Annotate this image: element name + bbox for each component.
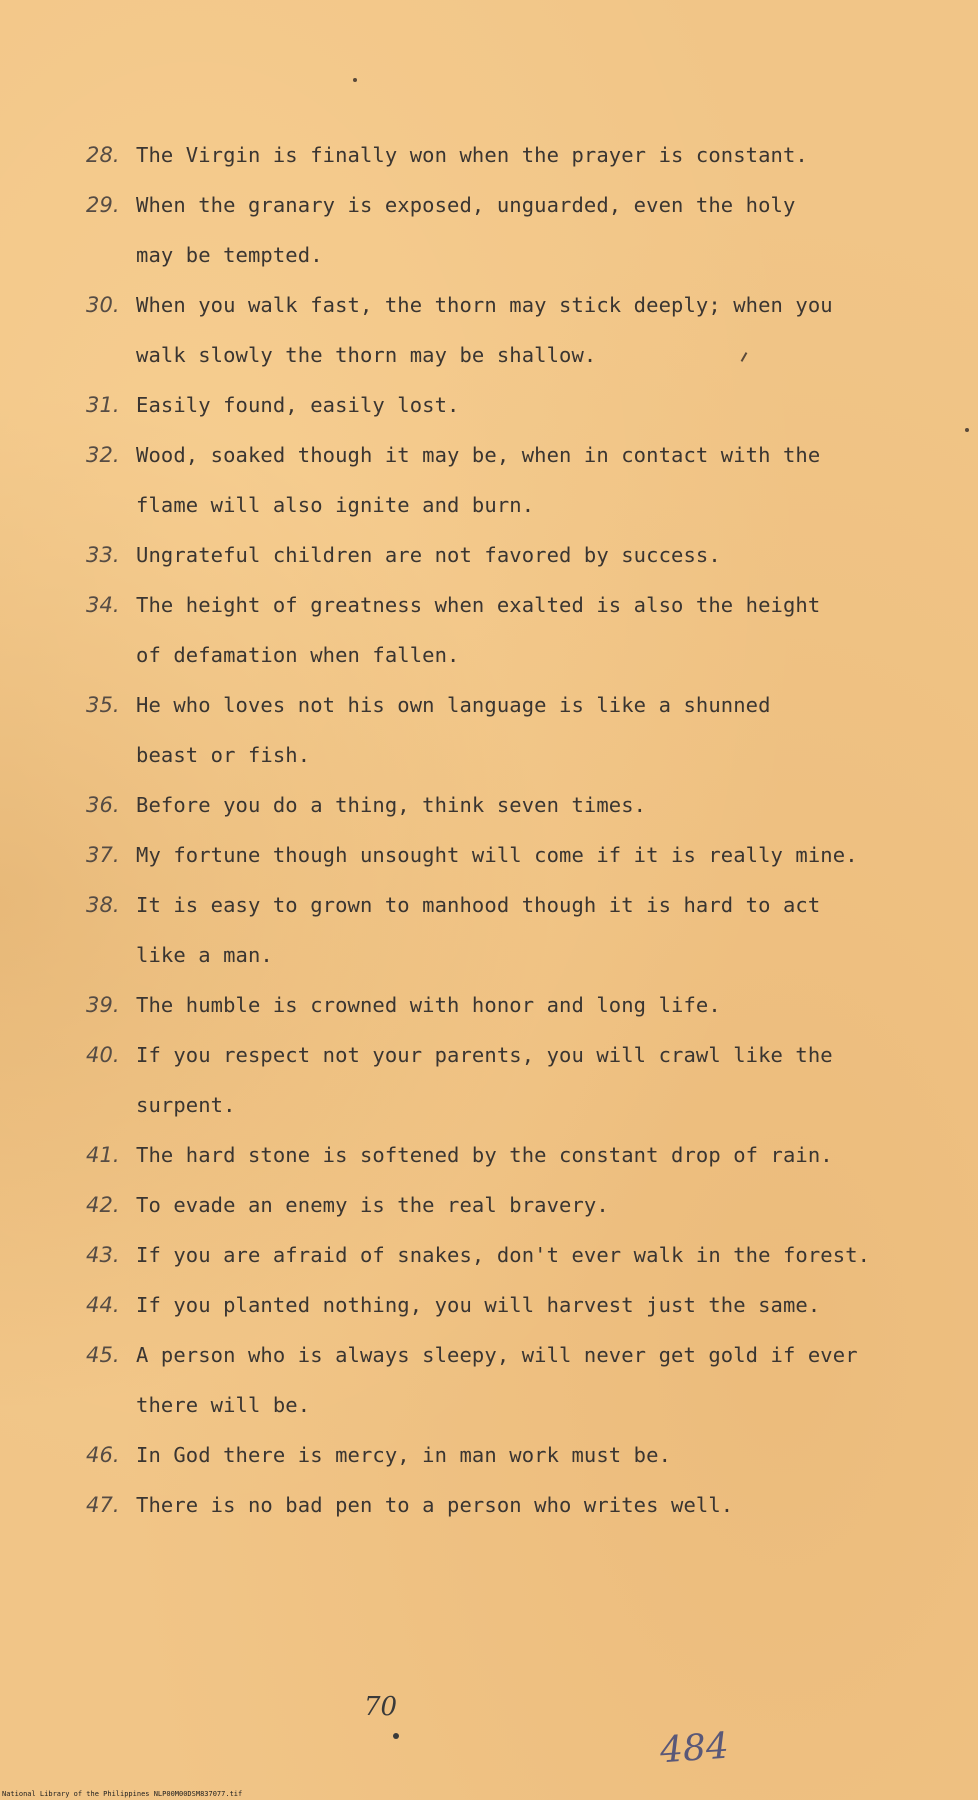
proverb-text [136,780,856,830]
proverb-item [86,280,946,380]
handwritten-page-number: 484 [658,1725,731,1772]
proverb-line: beast or fish. [136,743,311,767]
page-number: 70 [364,1692,398,1722]
proverb-number: 28. [86,143,120,167]
proverb-line: of defamation when fallen. [136,643,460,667]
proverb-number: 45. [86,1343,120,1367]
proverb-item [86,680,946,780]
proverb-line: If you respect not your parents, you will crawl like the [136,1043,833,1067]
proverb-item [86,780,946,830]
proverb-number: 47. [86,1493,120,1517]
proverb-line: The hard stone is softened by the constant drop of rain. [136,1143,833,1167]
proverb-item [86,980,946,1030]
proverb-line: In God there is mercy, in man work must be. [136,1443,672,1467]
proverb-number: 38. [86,893,120,917]
proverb-line: there will be. [136,1393,311,1417]
proverb-item [86,880,946,980]
proverb-number: 33. [86,543,120,567]
proverb-number: 34. [86,593,120,617]
proverb-item [86,1330,946,1430]
proverb-text [136,1130,856,1180]
proverb-text [136,1480,856,1530]
proverb-item [86,530,946,580]
proverb-number: 46. [86,1443,120,1467]
ink-dot [393,1733,399,1739]
proverb-item [86,1480,946,1530]
proverb-number: 40. [86,1043,120,1067]
proverb-text [136,430,856,530]
proverb-line: walk slowly the thorn may be shallow. [136,343,597,367]
proverb-number: 43. [86,1243,120,1267]
proverb-line: When the granary is exposed, unguarded, even the holy [136,193,796,217]
proverb-item [86,130,946,180]
archive-footer: National Library of the Philippines NLP00M00DSM837077.tif [2,1790,243,1798]
ink-speck [353,78,357,82]
proverb-text [136,380,856,430]
proverb-item [86,1180,946,1230]
proverb-number: 44. [86,1293,120,1317]
proverb-text [136,880,856,980]
ink-speck [965,428,969,432]
proverb-text [136,180,856,280]
proverb-text [136,830,856,880]
proverb-item [86,180,946,280]
proverb-line: It is easy to grown to manhood though it is hard to act [136,893,821,917]
proverb-item [86,1230,946,1280]
proverb-item [86,1130,946,1180]
proverb-text [136,1180,856,1230]
proverb-number: 42. [86,1193,120,1217]
proverb-number: 30. [86,293,120,317]
proverb-line: If you are afraid of snakes, don't ever walk in the forest. [136,1243,871,1267]
proverb-line: like a man. [136,943,273,967]
proverb-line: He who loves not his own language is like a shunned [136,693,771,717]
proverb-line: The height of greatness when exalted is also the height [136,593,821,617]
proverb-line: may be tempted. [136,243,323,267]
proverb-line: Wood, soaked though it may be, when in contact with the [136,443,821,467]
proverb-text [136,1330,856,1430]
proverb-line: There is no bad pen to a person who writes well. [136,1493,734,1517]
proverb-item [86,580,946,680]
proverb-line: Easily found, easily lost. [136,393,460,417]
proverb-text [136,1430,856,1480]
proverb-number: 31. [86,393,120,417]
proverb-number: 39. [86,993,120,1017]
proverb-number: 37. [86,843,120,867]
proverb-text [136,1280,856,1330]
proverb-line: The Virgin is finally won when the prayer is constant. [136,143,808,167]
proverb-text [136,580,856,680]
proverb-text [136,680,856,780]
proverb-line: The humble is crowned with honor and long life. [136,993,721,1017]
proverb-line: flame will also ignite and burn. [136,493,535,517]
proverb-text [136,1030,856,1130]
proverb-text [136,1230,871,1280]
proverb-number: 41. [86,1143,120,1167]
proverb-line: A person who is always sleepy, will never get gold if ever [136,1343,858,1367]
proverb-line: When you walk fast, the thorn may stick deeply; when you [136,293,833,317]
proverb-item [86,380,946,430]
proverb-text [136,530,856,580]
proverb-text [136,130,856,180]
proverb-number: 29. [86,193,120,217]
proverb-item [86,1030,946,1130]
proverb-line: If you planted nothing, you will harvest just the same. [136,1293,821,1317]
proverb-line: Ungrateful children are not favored by success. [136,543,721,567]
proverb-line: surpent. [136,1093,236,1117]
proverb-number: 36. [86,793,120,817]
proverb-list [86,130,946,1530]
proverb-number: 35. [86,693,120,717]
proverb-item [86,830,946,880]
proverb-item [86,1280,946,1330]
proverb-line: To evade an enemy is the real bravery. [136,1193,609,1217]
proverb-item [86,430,946,530]
proverb-text [136,280,856,380]
proverb-text [136,980,856,1030]
proverb-line: Before you do a thing, think seven times. [136,793,647,817]
proverb-number: 32. [86,443,120,467]
proverb-item [86,1430,946,1480]
proverb-line: My fortune though unsought will come if it is really mine. [136,843,858,867]
